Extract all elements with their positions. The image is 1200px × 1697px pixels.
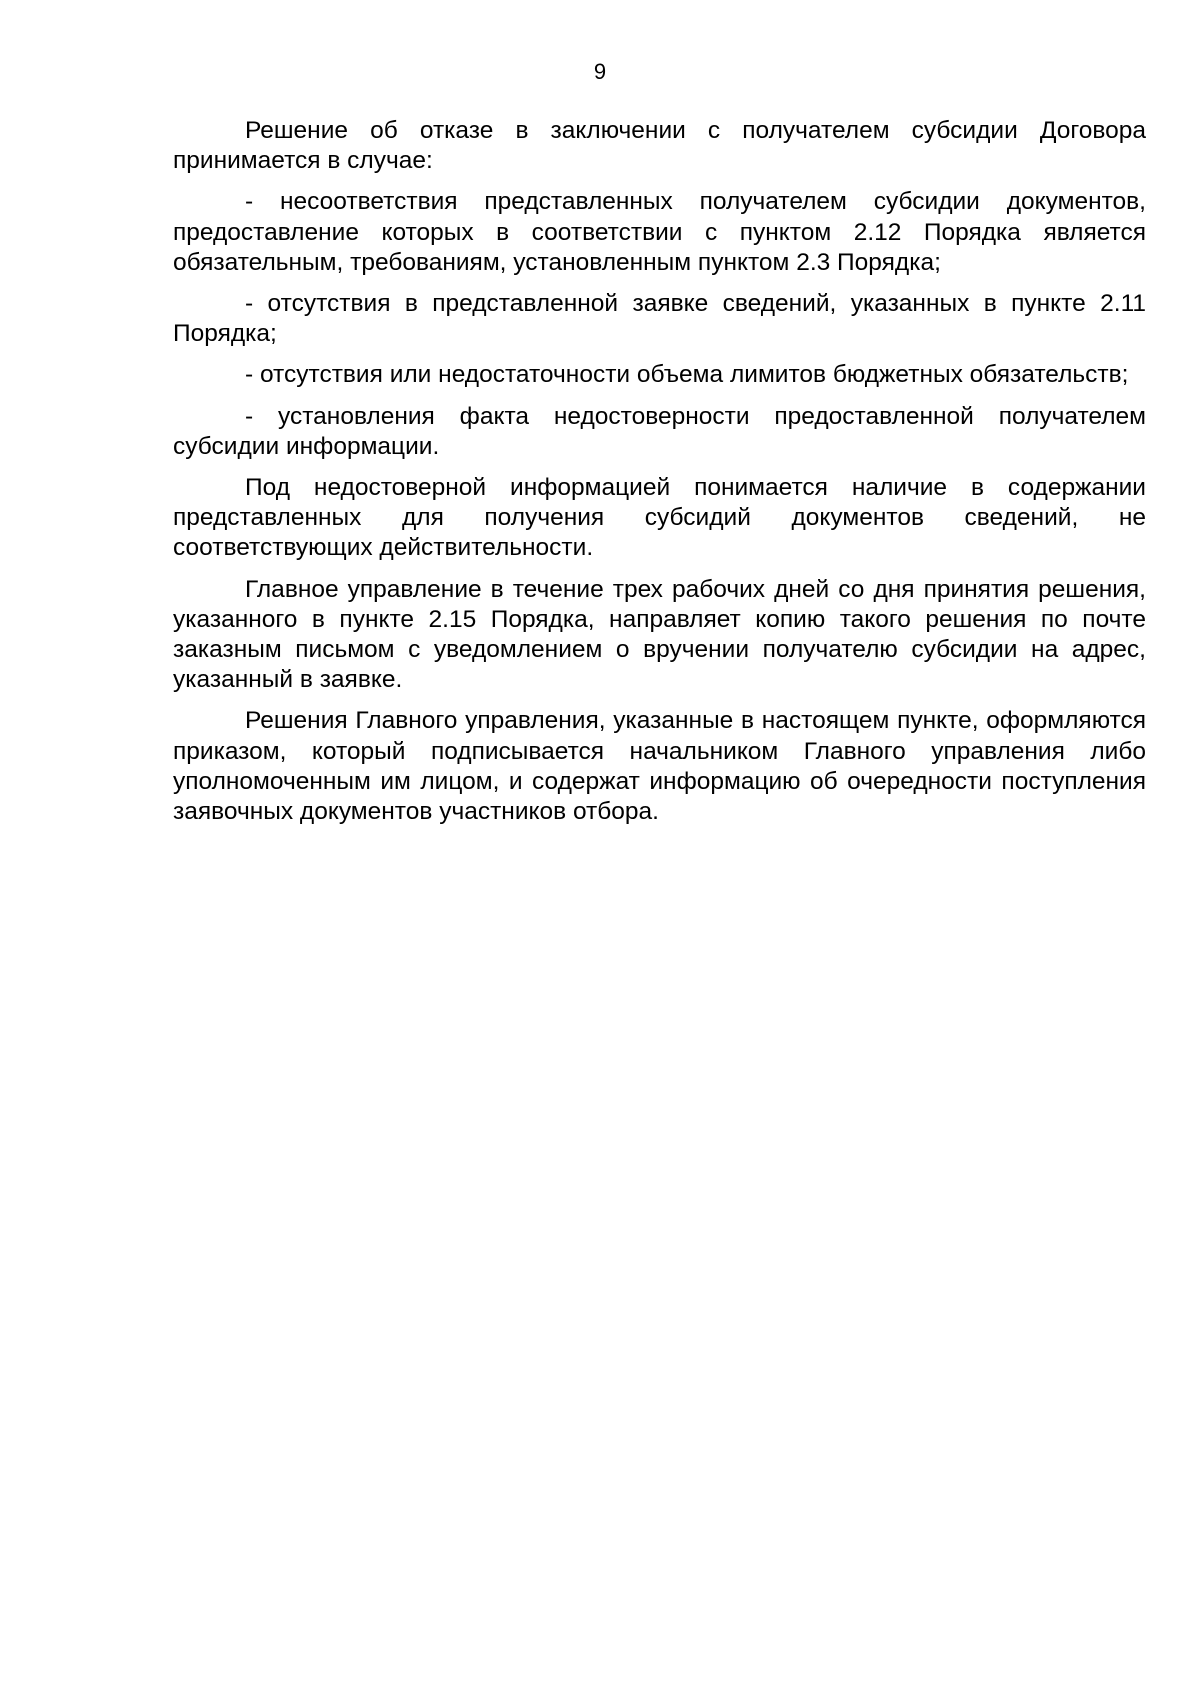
page-number: 9: [593, 59, 607, 84]
paragraph-notification: Главное управление в течение трех рабочих дней со дня принятия решения, указанного в пункте 2.15 Порядка, направляет копию такого решения по почте заказным письмом с уведомлением о вручении получателю субсидии на адрес, указанный в заявке.: [173, 575, 1146, 694]
list-item-budget-limits: - отсутствия или недостаточности объема лимитов бюджетных обязательств;: [245, 361, 1129, 389]
paragraph-false-info-definition: Под недостоверной информацией понимается наличие в содержании представленных для получения субсидий документов сведений, не соответствующих действительности.: [173, 474, 1146, 562]
paragraph-order-formalization: Решения Главного управления, указанные в настоящем пункте, оформляются приказом, который подписывается начальником Главного управления либо уполномоченным им лицом, и содержат информацию об очередности поступления заявочных документов участников отбора.: [173, 707, 1146, 826]
list-item-false-info: - установления факта недостоверности предоставленной получателем субсидии информации.: [173, 402, 1146, 460]
list-item-missing-info: - отсутствия в представленной заявке сведений, указанных в пункте 2.11 Порядка;: [173, 290, 1146, 348]
list-item-document-mismatch: - несоответствия представленных получателем субсидии документов, предоставление которых в соответствии с пунктом 2.12 Порядка является обязательным, требованиям, установленным пунктом 2.3 Порядка;: [173, 188, 1146, 276]
document-body: [173, 116, 1146, 838]
paragraph-refusal-decision: Решение об отказе в заключении с получателем субсидии Договора принимается в случае:: [173, 117, 1146, 175]
